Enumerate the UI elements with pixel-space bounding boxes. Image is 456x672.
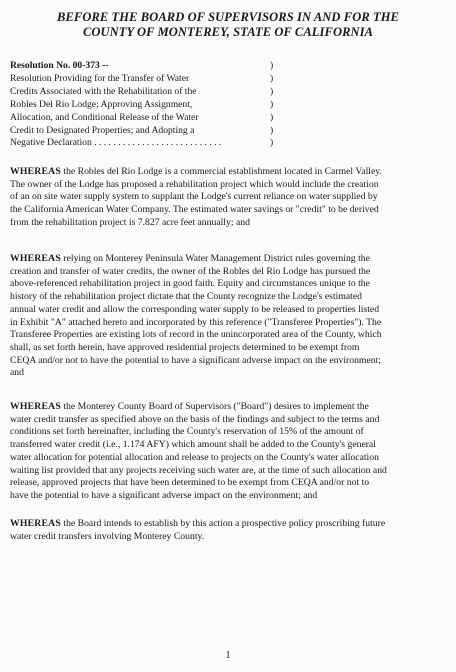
- paragraph-line: conditions set forth hereinafter, including the County's reservation of 15% of the amount of: [10, 426, 364, 438]
- paragraph-line: annual water credit and allow the corresponding water supply to be released to properties listed: [10, 303, 380, 315]
- paragraph-text: relying on Monterey Peninsula Water Management District rules governing the: [60, 253, 370, 264]
- paragraph-line: water credit transfers involving Monterey County.: [10, 530, 205, 542]
- whereas-paragraph-4: [10, 518, 440, 543]
- bracket: ): [270, 124, 274, 136]
- document-title: [20, 10, 436, 40]
- paragraph-text: the Robles del Rio Lodge is a commercial establishment located in Carmel Valley.: [60, 166, 382, 177]
- paragraph-line: in Exhibit "A" attached hereto and incorporated by this reference ("Transferee Properties"). The: [10, 316, 382, 328]
- paragraph-line: from the rehabilitation project is 7.827 acre feet annually; and: [10, 216, 250, 228]
- paragraph-line: transferred water credit (i.e., 1.174 AFY) which amount shall be added to the County's general: [10, 439, 376, 451]
- paragraph-line: of an on site water supply system to supplant the Lodge's current reliance on water supplied by: [10, 191, 378, 203]
- paragraph-line: have the potential to have a significant adverse impact on the environment; and: [10, 489, 318, 501]
- bracket: ): [270, 98, 274, 110]
- paragraph-line: history of the rehabilitation project dictate that the County recognize the Lodge's estimated: [10, 291, 362, 303]
- whereas-lead: WHEREAS: [10, 253, 61, 264]
- whereas-paragraph-1: [10, 166, 440, 230]
- paragraph-line: and: [10, 367, 24, 379]
- paragraph-first-line: [10, 401, 440, 414]
- bracket: ): [270, 85, 274, 97]
- caption-line: Allocation, and Conditional Release of the Water: [10, 111, 199, 123]
- paragraph-line: above-referenced rehabilitation project in good faith. Equity and circumstances unique to the: [10, 278, 370, 290]
- paragraph-line: creation and transfer of water credits, the owner of the Robles del Rio Lodge has pursued the: [10, 265, 371, 277]
- bracket: ): [270, 60, 274, 71]
- paragraph-line: waiting list provided that any projects receiving such water are, at the time of such allocation and: [10, 464, 387, 476]
- caption-line: Credits Associated with the Rehabilitation of the: [10, 85, 197, 97]
- bracket: ): [270, 137, 274, 149]
- resolution-caption: [10, 60, 268, 150]
- paragraph-first-line: [10, 253, 440, 266]
- paragraph-line: the California American Water Company. The estimated water savings or "credit" to be derived: [10, 204, 379, 216]
- whereas-lead: WHEREAS: [10, 518, 61, 529]
- paragraph-line: release, approved projects that have been determined to be exempt from CEQA and/or not to: [10, 477, 370, 489]
- paragraph-text: the Monterey County Board of Supervisors ("Board") desires to implement the: [60, 401, 369, 412]
- paragraph-first-line: [10, 518, 440, 531]
- paragraph-line: water credit transfer as specified above on the basis of the findings and subject to the terms and: [10, 413, 380, 425]
- paragraph-line: water allocation for potential allocation and release to projects on the County's water allocation: [10, 451, 379, 463]
- caption-line: Negative Declaration . . . . . . . . . . . . . . . . . . . . . . . . . . .: [10, 137, 222, 149]
- whereas-lead: WHEREAS: [10, 401, 61, 412]
- paragraph-line: Transferee Properties are existing lots of record in the unincorporated area of the County, which: [10, 329, 382, 341]
- whereas-paragraph-2: [10, 253, 440, 380]
- paragraph-line: CEQA and/or not to have the potential to have a significant adverse impact on the environment;: [10, 354, 381, 366]
- title-line-2: COUNTY OF MONTEREY, STATE OF CALIFORNIA: [82, 25, 374, 39]
- whereas-lead: WHEREAS: [10, 166, 61, 177]
- caption-line: Resolution Providing for the Transfer of Water: [10, 72, 190, 84]
- page-number: 1: [225, 650, 231, 661]
- whereas-paragraph-3: [10, 401, 440, 503]
- caption-brackets: [270, 60, 273, 150]
- paragraph-line: shall, as set forth herein, have approved residential projects determined to be exempt from: [10, 341, 360, 353]
- bracket: ): [270, 72, 274, 84]
- bracket: ): [270, 111, 274, 123]
- caption-line: Credit to Designated Properties; and Adopting a: [10, 124, 195, 136]
- paragraph-first-line: [10, 166, 440, 179]
- title-line-1: BEFORE THE BOARD OF SUPERVISORS IN AND FOR THE: [57, 10, 399, 24]
- caption-line: Robles Del Rio Lodge; Approving Assignment,: [10, 98, 193, 110]
- paragraph-line: The owner of the Lodge has proposed a rehabilitation project which would include the creation: [10, 178, 379, 190]
- resolution-number: Resolution No. 00-373 --: [10, 60, 109, 71]
- paragraph-text: the Board intends to establish by this action a prospective policy proscribing future: [60, 518, 386, 529]
